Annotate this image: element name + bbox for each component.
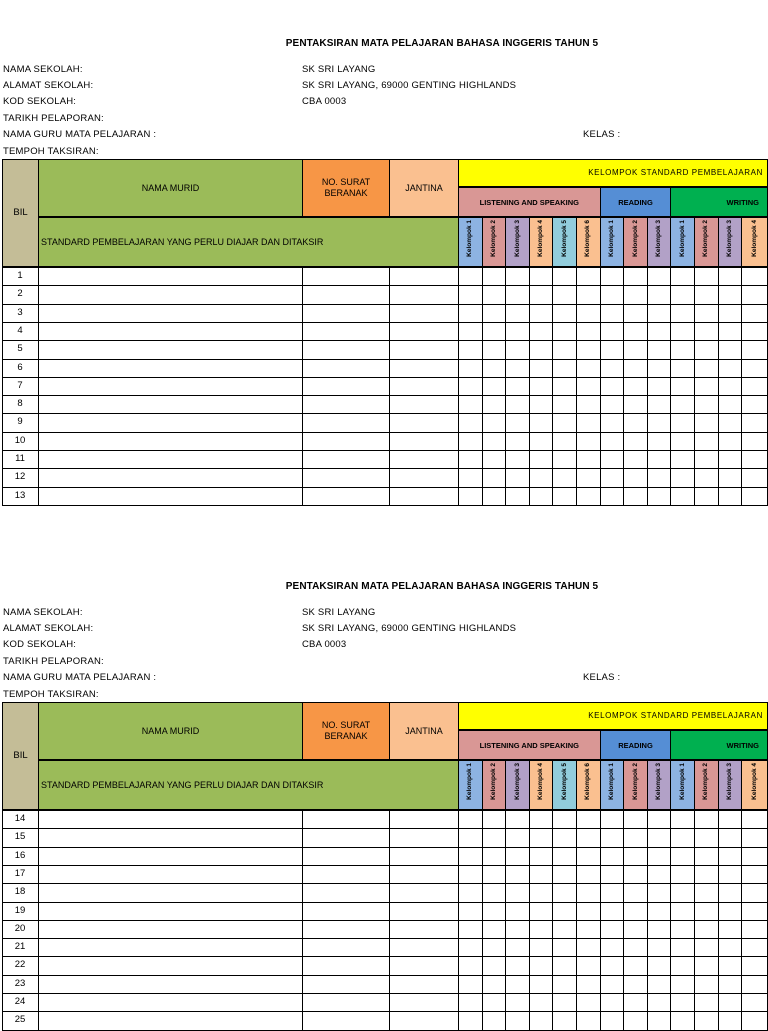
standard-pembelajaran-header: STANDARD PEMBELAJARAN YANG PERLU DIAJAR DAN DITAKSIR [38,217,459,267]
no-surat-header: NO. SURAT BERANAK [302,159,390,217]
row-number: 3 [17,306,23,318]
kelompok-col-label: Kelompok 1 [678,220,686,257]
row-divider [2,395,768,396]
kelompok-col-label: Kelompok 1 [607,763,615,800]
kelompok-col-label: Kelompok 4 [750,220,758,257]
kelompok-col-header [741,217,768,267]
kelompok-col-header [552,760,577,810]
row-divider [2,883,768,884]
bil-header: BIL [2,702,39,810]
row-number: 5 [17,343,23,355]
row-number: 12 [14,471,26,483]
table-row[interactable] [39,866,767,883]
column-divider [552,810,553,1030]
row-divider [2,956,768,957]
table-row[interactable] [39,451,767,468]
kelompok-col-header [718,760,743,810]
column-divider [389,267,390,505]
nama-sekolah-value: SK SRI LAYANG [302,64,376,75]
kelompok-col-label: Kelompok 6 [584,763,592,800]
kelompok-col-label: Kelompok 3 [725,220,733,257]
kelompok-col-label: Kelompok 4 [537,763,545,800]
column-divider [623,810,624,1030]
table-row[interactable] [39,903,767,920]
column-divider [505,267,506,505]
guru-label: NAMA GURU MATA PELAJARAN : [3,672,157,683]
row-divider [2,432,768,433]
column-divider [670,810,671,1030]
kelompok-standard-header: KELOMPOK STANDARD PEMBELAJARAN [458,702,768,730]
column-divider [38,810,39,1030]
row-number: 8 [17,398,23,410]
kelompok-col-label: Kelompok 2 [702,763,710,800]
kelompok-col-label: Kelompok 2 [702,220,710,257]
kelompok-col-header [458,760,483,810]
kelompok-col-header [670,760,695,810]
table-row[interactable] [39,921,767,938]
table-row[interactable] [39,811,767,828]
table-row[interactable] [39,957,767,974]
tempoh-label: TEMPOH TAKSIRAN: [3,146,99,157]
column-divider [718,267,719,505]
sheet-title: PENTAKSIRAN MATA PELAJARAN BAHASA INGGERIS TAHUN 5 [285,581,599,592]
kelas-label: KELAS : [583,129,621,140]
table-row[interactable] [39,396,767,413]
column-divider [552,267,553,505]
row-number: 11 [15,453,25,464]
kelompok-col-header [576,760,601,810]
kod-value: CBA 0003 [302,96,347,107]
column-divider [670,267,671,505]
bil-header: BIL [2,159,39,267]
kelompok-col-header [741,760,768,810]
table-row[interactable] [39,829,767,846]
kelas-label: KELAS : [583,672,621,683]
column-divider [741,810,742,1030]
table-row[interactable] [39,433,767,450]
kelompok-col-label: Kelompok 1 [678,763,686,800]
column-divider [576,810,577,1030]
kelompok-col-header [576,217,601,267]
no-surat-header: NO. SURAT BERANAK [302,702,390,760]
row-divider [2,1011,768,1012]
kelompok-col-header [529,760,554,810]
nama-sekolah-label: NAMA SEKOLAH: [3,64,83,75]
kelompok-col-label: Kelompok 3 [655,763,663,800]
table-row[interactable] [39,976,767,993]
row-divider [2,359,768,360]
kelompok-col-header [623,760,648,810]
guru-label: NAMA GURU MATA PELAJARAN : [3,129,157,140]
row-divider [2,487,768,488]
row-divider [2,993,768,994]
table-row[interactable] [39,939,767,956]
jantina-header: JANTINA [389,702,459,760]
table-row[interactable] [39,1012,767,1029]
kelompok-col-header [458,217,483,267]
column-divider [458,267,459,505]
kelompok-col-header [647,760,672,810]
row-divider [2,267,768,268]
row-number: 2 [17,288,23,300]
table-row[interactable] [39,488,767,505]
kelompok-col-label: Kelompok 2 [631,220,639,257]
column-divider [529,810,530,1030]
row-number: 19 [14,904,26,916]
table-row[interactable] [39,994,767,1011]
kelompok-col-label: Kelompok 2 [631,763,639,800]
nama-murid-header: NAMA MURID [38,159,303,217]
column-divider [741,267,742,505]
nama-murid-header: NAMA MURID [38,702,303,760]
listening-speaking-header: LISTENING AND SPEAKING [458,187,601,217]
table-row[interactable] [39,378,767,395]
column-divider [600,267,601,505]
row-divider [2,902,768,903]
row-divider [2,468,768,469]
writing-header: WRITING [670,730,768,760]
row-number: 17 [14,867,26,879]
column-divider [302,810,303,1030]
reading-header: READING [600,187,672,217]
sheet-title: PENTAKSIRAN MATA PELAJARAN BAHASA INGGERIS TAHUN 5 [285,38,599,49]
reading-header: READING [600,730,672,760]
row-number: 16 [14,849,26,861]
kelompok-col-header [482,217,507,267]
column-divider [2,267,3,505]
alamat-value: SK SRI LAYANG, 69000 GENTING HIGHLANDS [302,80,517,91]
listening-speaking-header: LISTENING AND SPEAKING [458,730,601,760]
row-number: 4 [17,324,23,336]
nama-sekolah-value: SK SRI LAYANG [302,607,376,618]
table-row[interactable] [39,884,767,901]
kelompok-col-header [670,217,695,267]
column-divider [576,267,577,505]
column-divider [647,810,648,1030]
row-number: 24 [14,996,26,1007]
column-divider [718,810,719,1030]
row-divider [2,828,768,829]
kod-label: KOD SEKOLAH: [3,639,77,650]
row-number: 25 [14,1014,26,1026]
table-row[interactable] [39,323,767,340]
row-divider [2,377,768,378]
kelompok-col-header [647,217,672,267]
tarikh-label: TARIKH PELAPORAN: [3,113,104,124]
kelompok-col-label: Kelompok 4 [537,220,545,257]
row-divider [2,340,768,341]
alamat-label: ALAMAT SEKOLAH: [3,623,94,634]
assessment-sheet-2 [0,543,768,1024]
kelompok-col-header [505,760,530,810]
kelompok-col-header [694,760,719,810]
row-divider [2,450,768,451]
column-divider [2,810,3,1030]
table-row[interactable] [39,341,767,358]
row-divider [2,847,768,848]
kod-label: KOD SEKOLAH: [3,96,77,107]
row-number: 14 [14,813,26,824]
row-number: 10 [14,434,26,446]
column-divider [458,810,459,1030]
nama-sekolah-label: NAMA SEKOLAH: [3,607,83,618]
row-number: 21 [14,941,26,953]
row-number: 7 [17,379,23,391]
kelompok-col-header [694,217,719,267]
column-divider [38,267,39,505]
row-divider [2,322,768,323]
row-number: 22 [14,959,26,971]
kelompok-col-label: Kelompok 1 [466,763,474,800]
kelompok-col-label: Kelompok 2 [489,220,497,257]
row-number: 23 [14,977,26,989]
row-number: 18 [14,886,26,898]
kelompok-col-header [505,217,530,267]
jantina-header: JANTINA [389,159,459,217]
row-divider [2,975,768,976]
kelompok-col-label: Kelompok 3 [655,220,663,257]
kelompok-col-label: Kelompok 2 [489,763,497,800]
writing-header: WRITING [670,187,768,217]
column-divider [647,267,648,505]
column-divider [694,810,695,1030]
kelompok-col-header [600,760,625,810]
table-row[interactable] [39,305,767,322]
kelompok-col-label: Kelompok 5 [560,763,568,800]
kelompok-col-label: Kelompok 6 [584,220,592,257]
row-divider [2,304,768,305]
kelompok-col-label: Kelompok 3 [725,763,733,800]
row-divider [2,285,768,286]
tarikh-label: TARIKH PELAPORAN: [3,656,104,667]
row-number: 20 [14,922,26,934]
row-divider [2,920,768,921]
column-divider [600,810,601,1030]
kelompok-col-header [718,217,743,267]
row-number: 9 [17,416,23,428]
row-divider [2,505,768,506]
kelompok-standard-header: KELOMPOK STANDARD PEMBELAJARAN [458,159,768,187]
row-number: 6 [17,361,23,373]
table-row[interactable] [39,848,767,865]
kelompok-col-header [529,217,554,267]
tempoh-label: TEMPOH TAKSIRAN: [3,689,99,700]
kelompok-col-header [482,760,507,810]
kelompok-col-label: Kelompok 4 [750,763,758,800]
row-number: 13 [14,489,26,501]
row-divider [2,865,768,866]
kelompok-col-label: Kelompok 3 [513,220,521,257]
row-divider [2,810,768,811]
column-divider [694,267,695,505]
kelompok-col-label: Kelompok 1 [466,220,474,257]
alamat-value: SK SRI LAYANG, 69000 GENTING HIGHLANDS [302,623,517,634]
kod-value: CBA 0003 [302,639,347,650]
kelompok-col-header [552,217,577,267]
row-divider [2,413,768,414]
column-divider [389,810,390,1030]
alamat-label: ALAMAT SEKOLAH: [3,80,94,91]
column-divider [623,267,624,505]
column-divider [302,267,303,505]
row-number: 1 [17,270,23,281]
row-number: 15 [14,831,26,843]
row-divider [2,1030,768,1031]
table-row[interactable] [39,360,767,377]
table-row[interactable] [39,268,767,285]
table-row[interactable] [39,469,767,486]
column-divider [482,810,483,1030]
standard-pembelajaran-header: STANDARD PEMBELAJARAN YANG PERLU DIAJAR DAN DITAKSIR [38,760,459,810]
kelompok-col-header [600,217,625,267]
table-row[interactable] [39,286,767,303]
column-divider [505,810,506,1030]
kelompok-col-label: Kelompok 3 [513,763,521,800]
column-divider [529,267,530,505]
kelompok-col-header [623,217,648,267]
table-row[interactable] [39,414,767,431]
kelompok-col-label: Kelompok 1 [607,220,615,257]
kelompok-col-label: Kelompok 5 [560,220,568,257]
row-divider [2,938,768,939]
column-divider [482,267,483,505]
